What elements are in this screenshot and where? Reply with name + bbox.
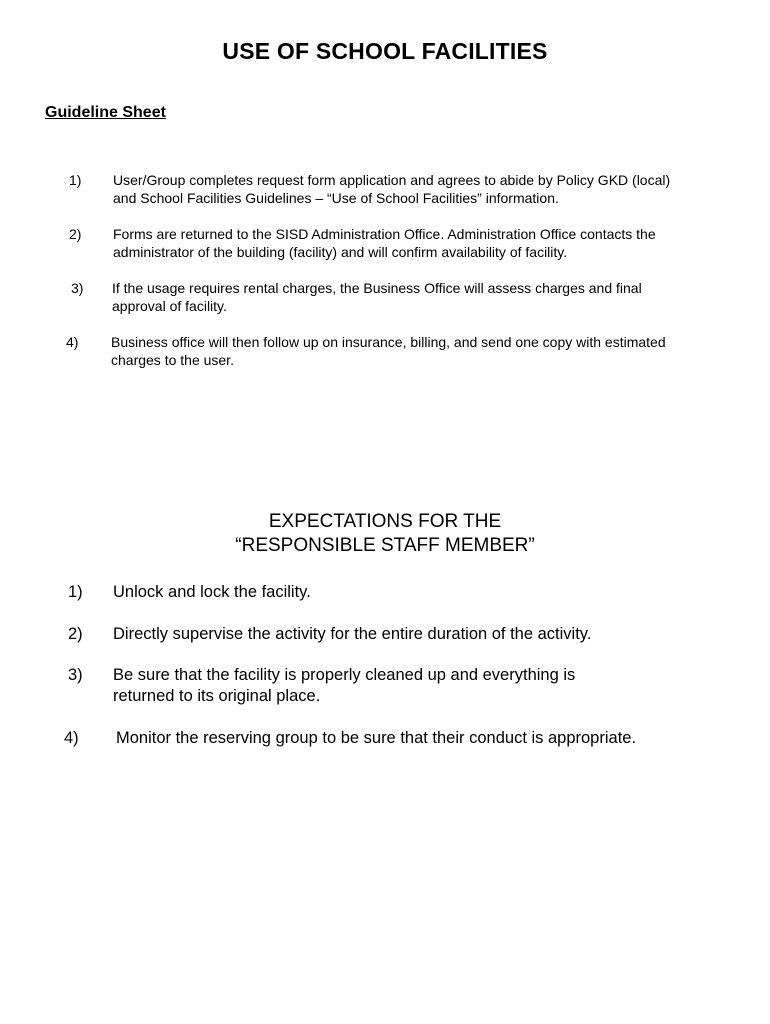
expectation-item-line: Be sure that the facility is properly cleaned up and everything is <box>113 666 576 684</box>
guideline-item-text <box>113 225 723 261</box>
expectation-item-number: 2) <box>68 625 83 643</box>
guideline-item-number: 2) <box>69 226 82 242</box>
guideline-item-number: 4) <box>66 334 79 350</box>
expectations-heading-line: “RESPONSIBLE STAFF MEMBER” <box>235 535 535 556</box>
expectation-item-text <box>113 582 633 603</box>
expectation-item-number: 3) <box>68 666 83 684</box>
guideline-item-line: charges to the user. <box>111 352 234 368</box>
expectation-item-line: Directly supervise the activity for the entire duration of the activity. <box>113 625 592 643</box>
guideline-item-line: approval of facility. <box>112 298 227 314</box>
expectation-item-number: 4) <box>64 729 79 747</box>
guideline-item-number: 1) <box>69 172 82 188</box>
expectation-item-text <box>116 728 736 749</box>
guideline-item-line: administrator of the building (facility) and will confirm availability of facility. <box>113 244 568 260</box>
expectation-item-number: 1) <box>68 583 83 601</box>
expectation-item-line: Unlock and lock the facility. <box>113 583 311 601</box>
expectations-heading-line: EXPECTATIONS FOR THE <box>268 511 502 532</box>
guideline-heading: Guideline Sheet <box>45 104 166 121</box>
guideline-item-text <box>113 171 723 207</box>
guideline-item-text <box>111 333 721 369</box>
guideline-item-line: Forms are returned to the SISD Administration Office. Administration Office contacts the <box>113 226 656 242</box>
guideline-item-line: and School Facilities Guidelines – “Use of School Facilities” information. <box>113 190 559 206</box>
guideline-item-line: Business office will then follow up on insurance, billing, and send one copy with estimated <box>111 334 666 350</box>
expectation-item-line: Monitor the reserving group to be sure that their conduct is appropriate. <box>116 729 637 747</box>
guideline-item-line: If the usage requires rental charges, the Business Office will assess charges and final <box>112 280 642 296</box>
guideline-item-text <box>112 279 722 315</box>
expectations-heading <box>0 510 770 558</box>
guideline-item-line: User/Group completes request form application and agrees to abide by Policy GKD (local) <box>113 172 671 188</box>
expectation-item-line: returned to its original place. <box>113 687 321 705</box>
guideline-item-number: 3) <box>71 280 84 296</box>
expectation-item-text <box>113 624 633 645</box>
expectation-item-text <box>113 665 633 707</box>
document-title: USE OF SCHOOL FACILITIES <box>222 38 548 64</box>
